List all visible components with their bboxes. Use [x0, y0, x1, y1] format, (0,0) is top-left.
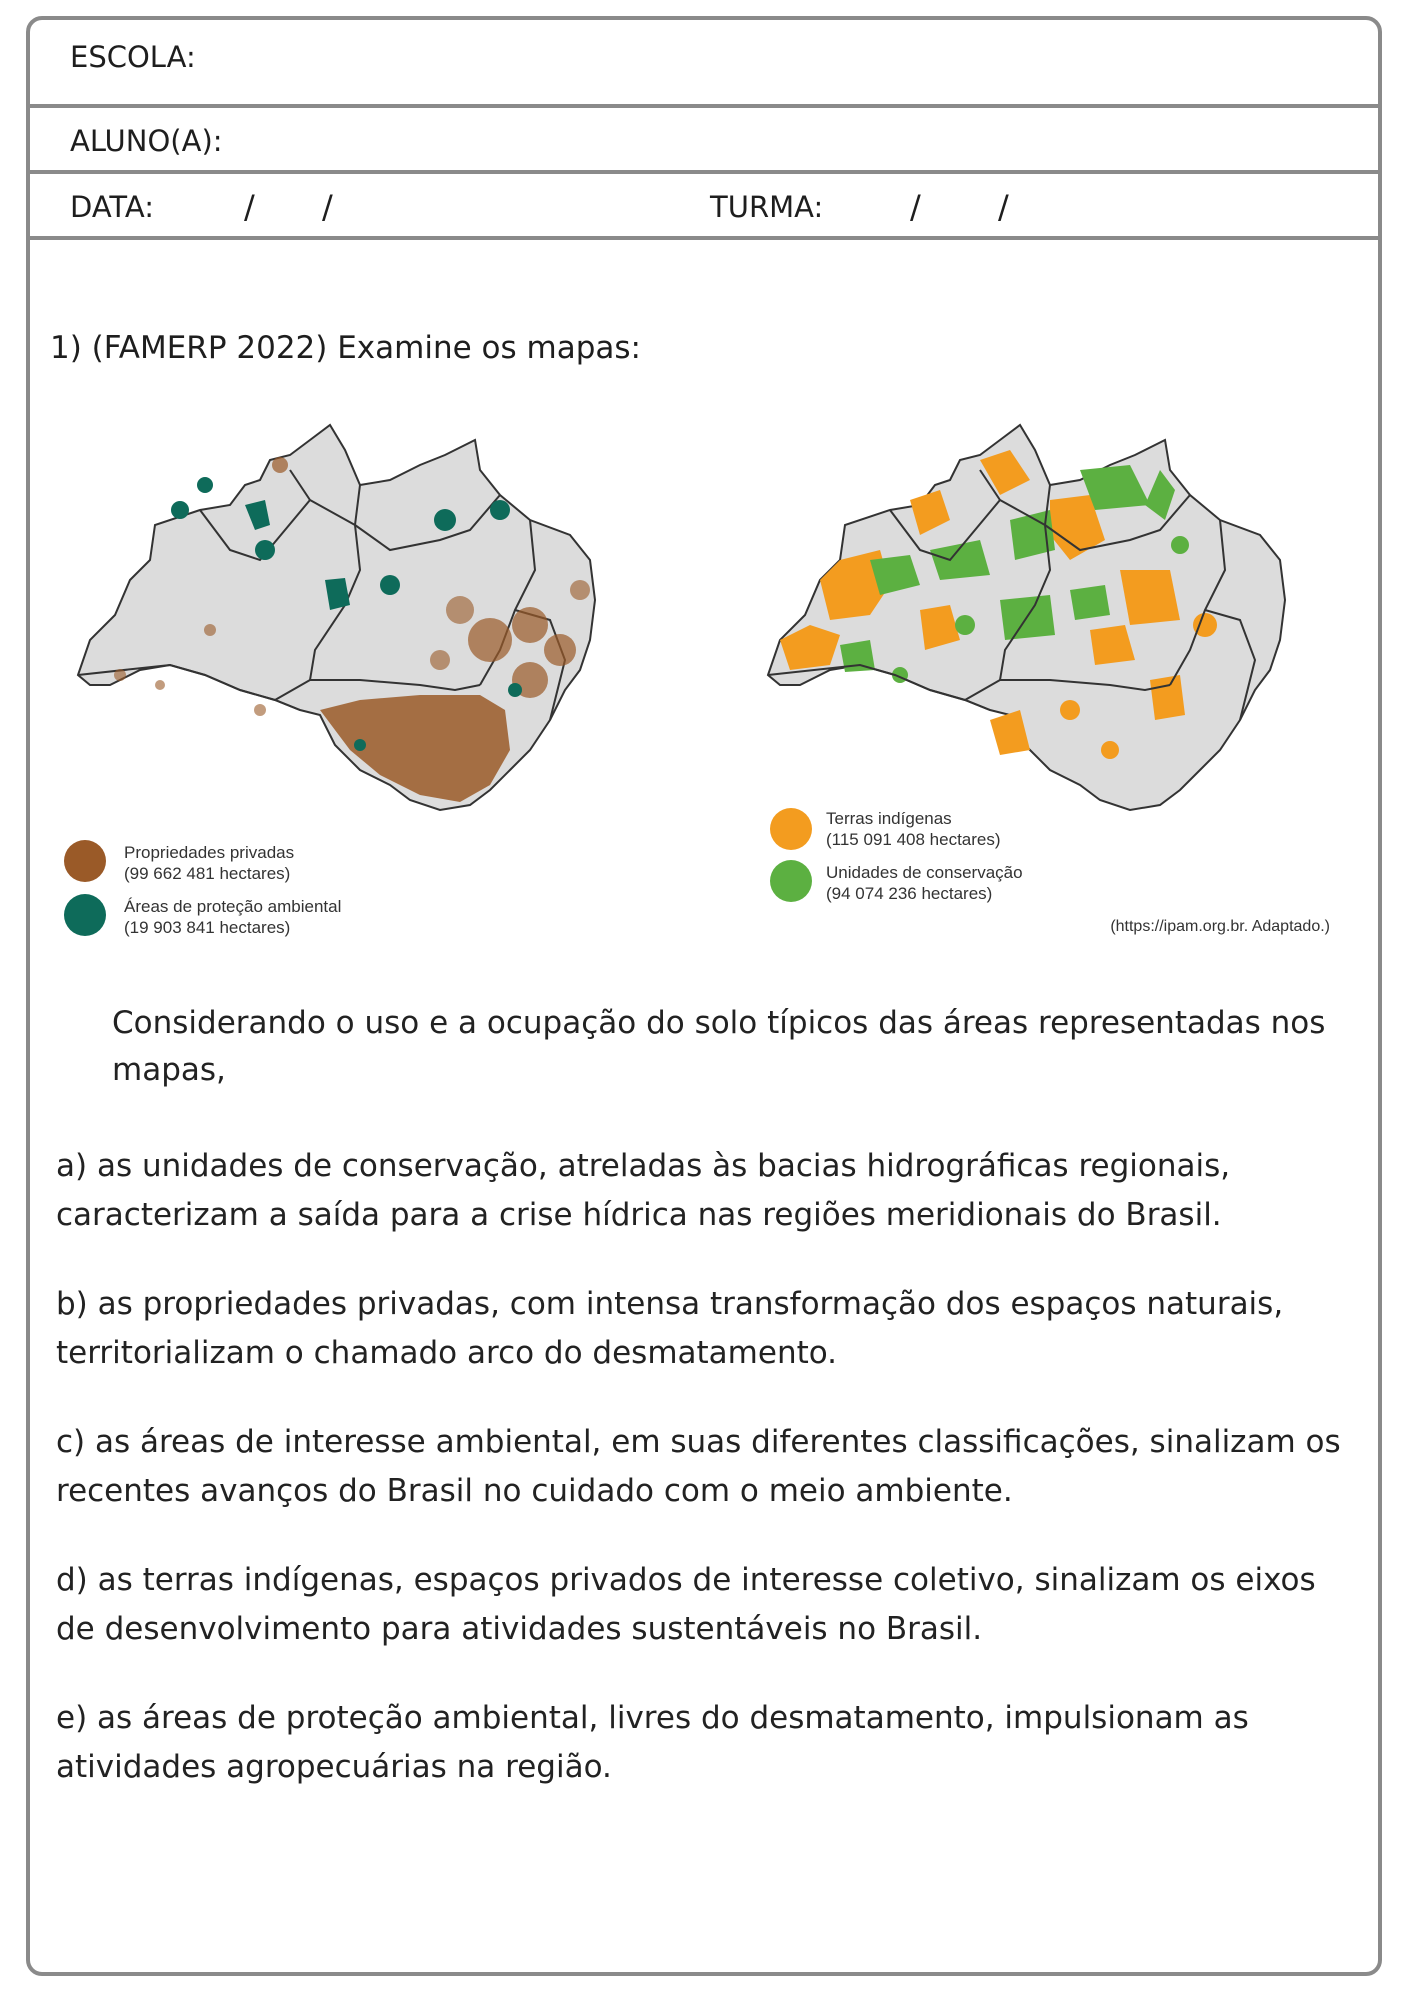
option-d[interactable]: d) as terras indígenas, espaços privados de interesse coletivo, sinalizam os eixos de desenvolvimento para atividades sustentáveis no Brasil.	[56, 1562, 1316, 1647]
turma-slash: /	[998, 188, 1009, 226]
turma-label: TURMA:	[710, 190, 824, 224]
data-label: DATA:	[70, 190, 154, 224]
map-source: (https://ipam.org.br. Adaptado.)	[1110, 918, 1330, 935]
legend-swatch-indigenous	[770, 808, 812, 850]
legend-swatch-conservation	[770, 860, 812, 902]
escola-label: ESCOLA:	[70, 40, 196, 74]
aluno-label: ALUNO(A):	[70, 124, 223, 158]
legend-conservation: Unidades de conservação (94 074 236 hectares)	[826, 863, 1023, 903]
option-b[interactable]: b) as propriedades privadas, com intensa transformação dos espaços naturais, territorializam o chamado arco do desmatamento.	[56, 1286, 1284, 1371]
escola-row	[30, 20, 1378, 108]
date-slash: /	[322, 188, 333, 226]
worksheet-frame	[26, 16, 1382, 1976]
maps-figure	[60, 410, 1360, 970]
date-slash: /	[244, 188, 255, 226]
question-stem: Considerando o uso e a ocupação do solo típicos das áreas representadas nos mapas,	[112, 1005, 1326, 1088]
option-c[interactable]: c) as áreas de interesse ambiental, em suas diferentes classificações, sinalizam os recentes avanços do Brasil no cuidado com o meio ambiente.	[56, 1424, 1341, 1509]
legend-swatch-private	[64, 840, 106, 882]
legend-swatch-protection	[64, 894, 106, 936]
map-private-properties	[60, 410, 680, 830]
legend-indigenous: Terras indígenas (115 091 408 hectares)	[826, 809, 1001, 849]
map-indigenous-conservation	[750, 410, 1370, 830]
option-e[interactable]: e) as áreas de proteção ambiental, livres do desmatamento, impulsionam as atividades agropecuárias na região.	[56, 1700, 1249, 1785]
data-turma-row	[30, 174, 1378, 240]
question-title: 1) (FAMERP 2022) Examine os mapas:	[50, 330, 641, 366]
legend-protection: Áreas de proteção ambiental (19 903 841 hectares)	[124, 897, 342, 937]
turma-slash: /	[910, 188, 921, 226]
aluno-row	[30, 108, 1378, 174]
option-a[interactable]: a) as unidades de conservação, atreladas às bacias hidrográficas regionais, caracterizam a saída para a crise hídrica nas regiões meridionais do Brasil.	[56, 1148, 1231, 1233]
legend-private: Propriedades privadas (99 662 481 hectares)	[124, 843, 295, 883]
